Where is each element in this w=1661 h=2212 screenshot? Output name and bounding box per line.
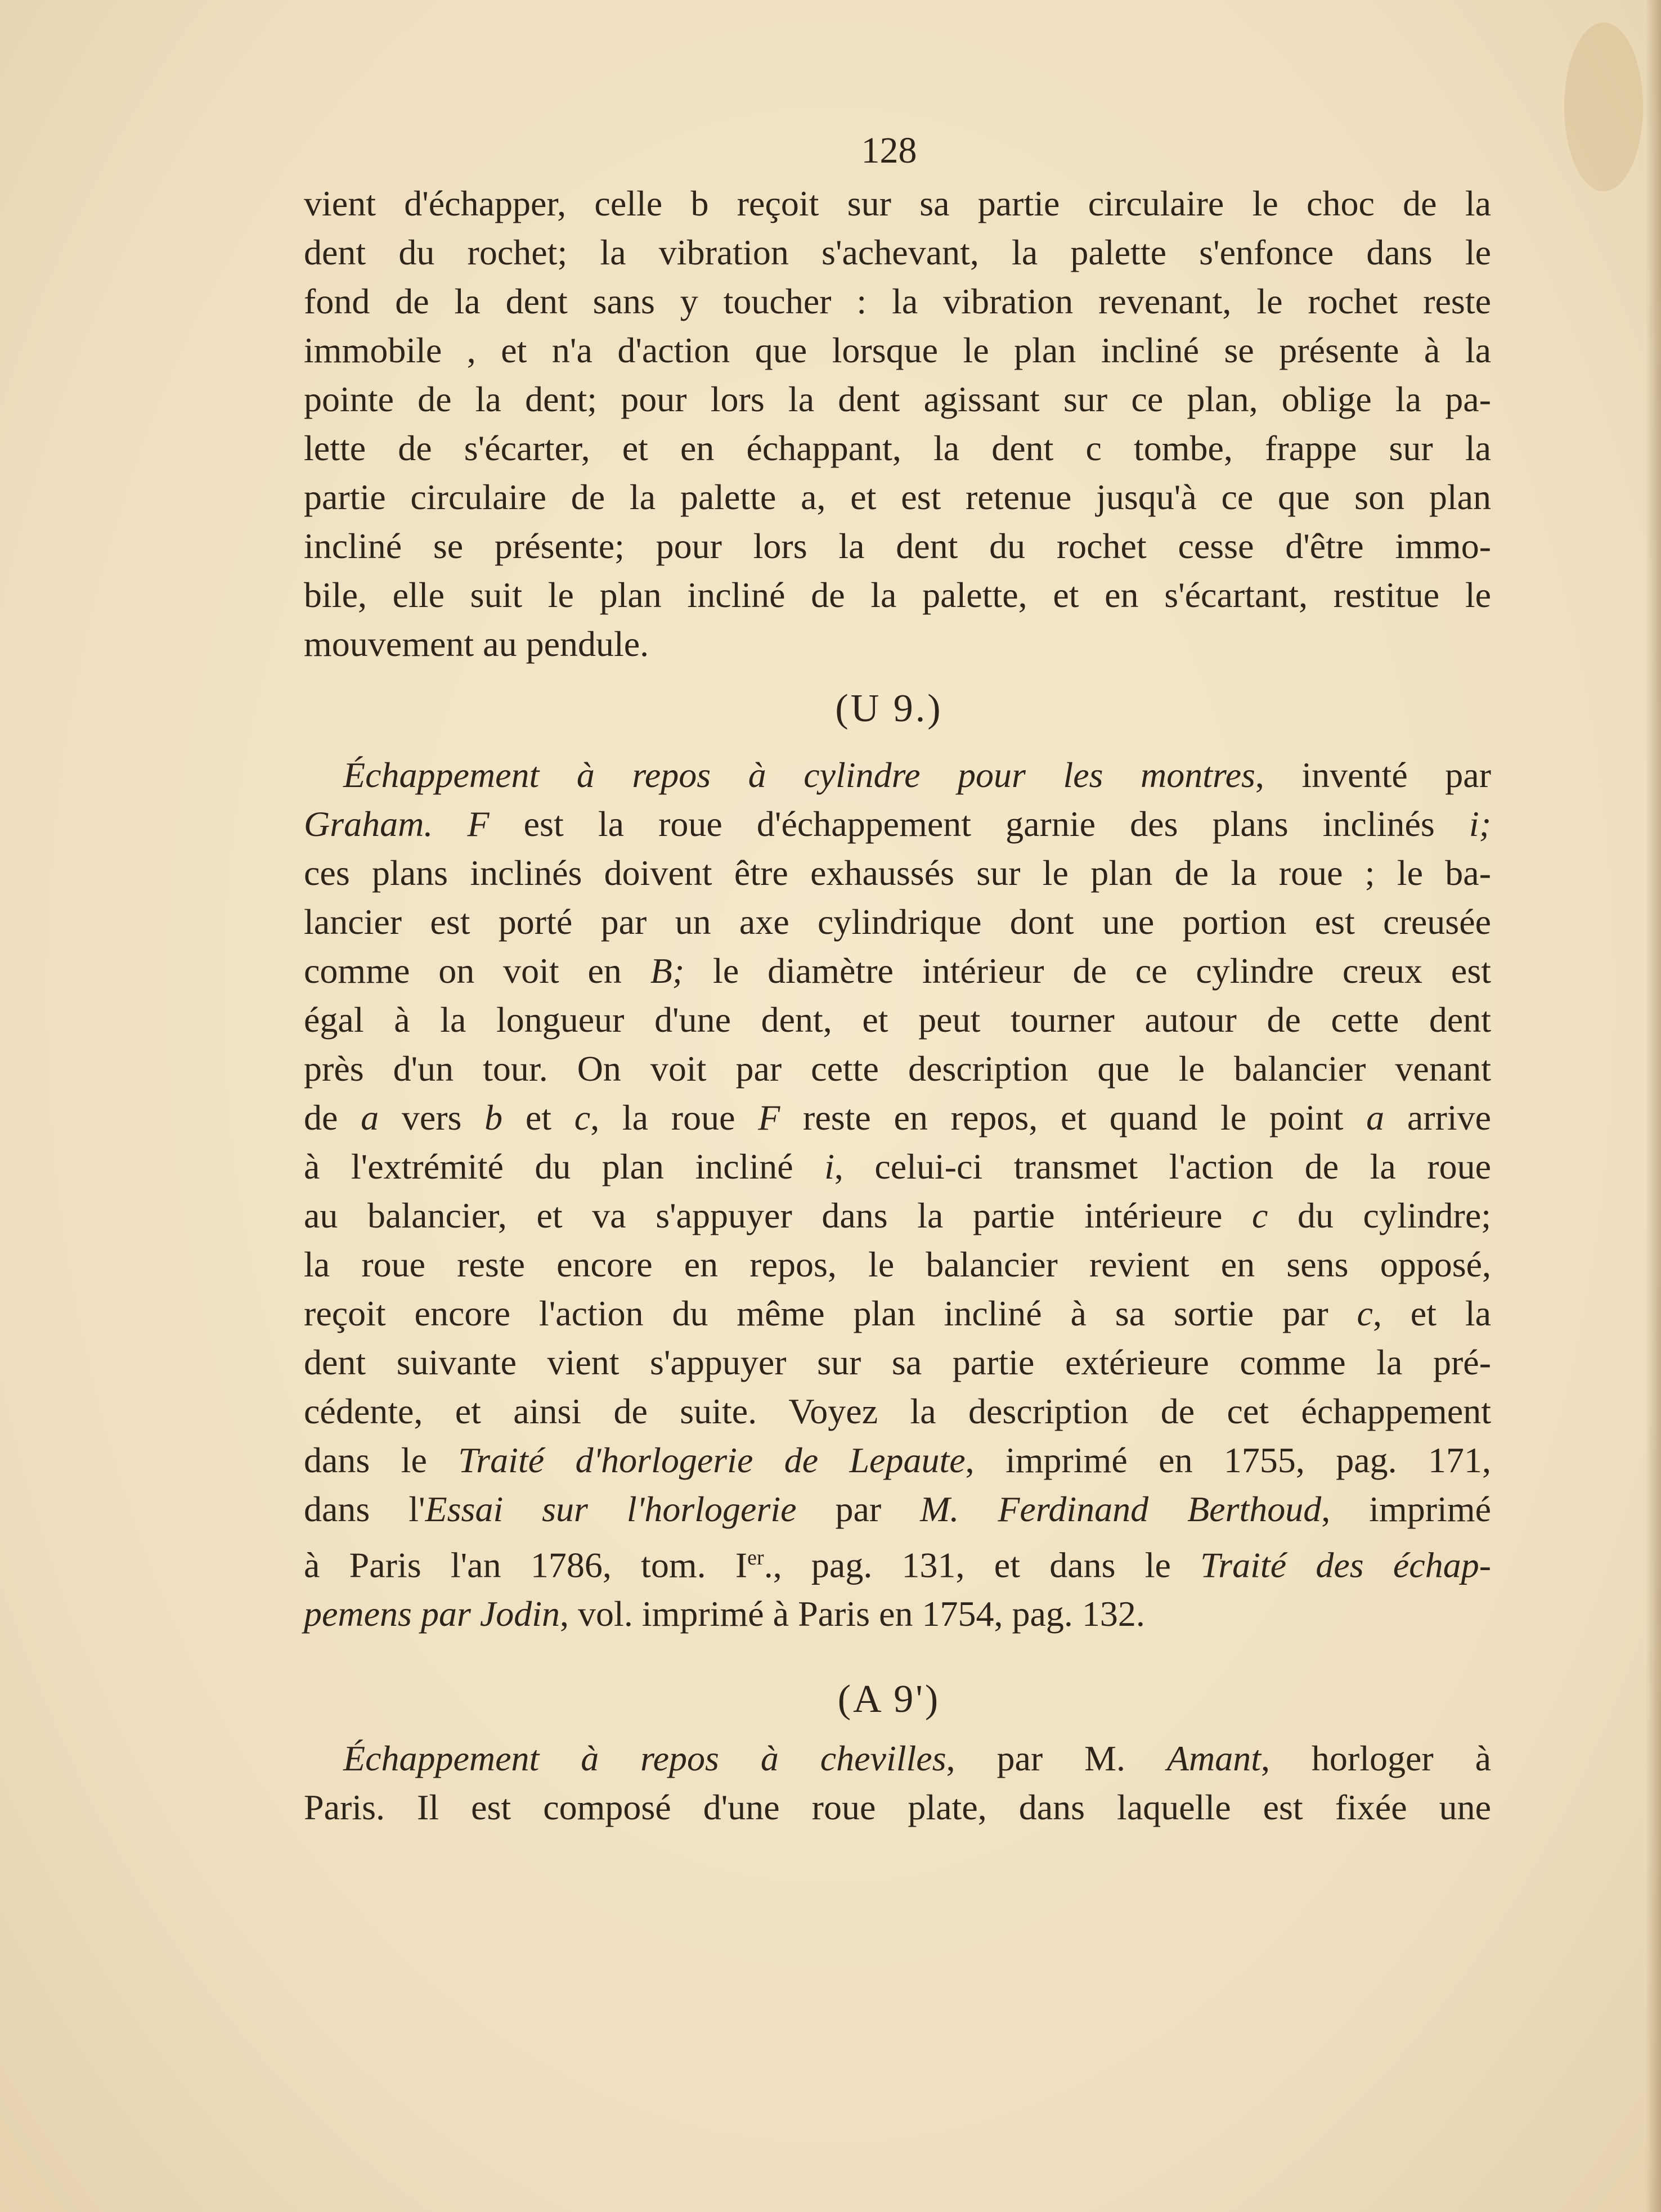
text-run: dans le	[304, 1440, 459, 1480]
italic-text: Traité des échap-	[1200, 1545, 1492, 1585]
italic-text: i;	[1469, 804, 1492, 844]
text-line: lancier est porté par un axe cylindrique dont une portion est creusée	[304, 902, 1491, 942]
text-run: vers	[379, 1098, 485, 1138]
paragraph-1	[304, 179, 1491, 668]
italic-text: c	[1357, 1293, 1373, 1333]
text-run: , imprimé en 1755, pag. 171,	[965, 1440, 1491, 1480]
text-line: lette de s'écarter, et en échappant, la dent c tombe, frappe sur la	[304, 428, 1491, 468]
italic-text: c	[1252, 1195, 1268, 1235]
text-line	[304, 1534, 1491, 1589]
text-run: arrive	[1384, 1098, 1492, 1138]
page-edge-shadow	[1645, 0, 1661, 2212]
text-run: au balancier, et va s'appuyer dans la partie intérieure	[304, 1195, 1252, 1235]
italic-text: a	[361, 1098, 379, 1138]
text-run: , horloger à	[1261, 1738, 1492, 1778]
paper-stain	[1564, 23, 1643, 191]
italic-text: Échappement à repos à chevilles	[343, 1738, 946, 1778]
italic-text: b	[484, 1098, 503, 1138]
text-line	[304, 1485, 1491, 1534]
italic-text: a	[1366, 1098, 1385, 1138]
italic-text: Traité d'horlogerie de Lepaute	[458, 1440, 966, 1480]
italic-text: Amant	[1166, 1738, 1262, 1778]
text-line	[304, 946, 1491, 995]
text-run: comme on voit en	[304, 951, 650, 991]
italic-text: Échappement à repos à cylindre pour les montres	[343, 755, 1255, 795]
text-run: dans l'	[304, 1489, 425, 1529]
text-line: immobile , et n'a d'action que lorsque le plan incliné se présente à la	[304, 330, 1491, 370]
italic-text: pemens par Jodin	[304, 1594, 560, 1634]
text-line: fond de la dent sans y toucher : la vibration revenant, le rochet reste	[304, 281, 1491, 321]
text-line	[304, 1589, 1491, 1638]
text-run: à l'extrémité du plan incliné	[304, 1147, 825, 1186]
text-run: reçoit encore l'action du même plan incliné à sa sortie par	[304, 1293, 1357, 1333]
text-line: Paris. Il est composé d'une roue plate, dans laquelle est fixée une	[304, 1787, 1491, 1827]
text-run: du cylindre;	[1268, 1195, 1492, 1235]
text-run: le diamètre intérieur de ce cylindre creux est	[684, 951, 1492, 991]
text-line	[304, 1289, 1491, 1338]
text-line: pointe de la dent; pour lors la dent agissant sur ce plan, oblige la pa-	[304, 379, 1491, 419]
text-line: ces plans inclinés doivent être exhaussés sur le plan de la roue ; le ba-	[304, 853, 1491, 893]
text-run: , la roue	[590, 1098, 758, 1138]
text-line: près d'un tour. On voit par cette description que le balancier venant	[304, 1049, 1491, 1089]
text-line: incliné se présente; pour lors la dent du rochet cesse d'être immo-	[304, 526, 1491, 566]
text-line	[304, 1093, 1491, 1142]
text-line: mouvement au pendule.	[304, 624, 649, 664]
superscript: er	[747, 1546, 764, 1570]
section-heading: (U 9.)	[835, 687, 943, 730]
section-heading: (A 9')	[837, 1678, 941, 1721]
text-run: , par M.	[946, 1738, 1167, 1778]
text-run: et	[502, 1098, 574, 1138]
italic-text: Graham. F	[304, 804, 490, 844]
paragraph-3	[304, 1734, 1491, 1832]
text-line	[304, 1436, 1491, 1485]
text-line: dent suivante vient s'appuyer sur sa partie extérieure comme la pré-	[304, 1342, 1491, 1382]
text-line: égal à la longueur d'une dent, et peut tourner autour de cette dent	[304, 1000, 1491, 1040]
text-line: dent du rochet; la vibration s'achevant, la palette s'enfonce dans le	[304, 232, 1491, 272]
text-run: , celui-ci transmet l'action de la roue	[834, 1147, 1492, 1186]
text-run: de	[304, 1098, 361, 1138]
text-line	[304, 750, 1491, 799]
text-run: par	[796, 1489, 921, 1529]
text-run: , imprimé	[1321, 1489, 1492, 1529]
text-run: , inventé par	[1255, 755, 1492, 795]
text-line: cédente, et ainsi de suite. Voyez la description de cet échappement	[304, 1391, 1491, 1431]
italic-text: c	[574, 1098, 591, 1138]
text-line	[304, 1734, 1491, 1783]
text-line: la roue reste encore en repos, le balancier revient en sens opposé,	[304, 1244, 1491, 1284]
text-line: bile, elle suit le plan incliné de la palette, et en s'écartant, restitue le	[304, 575, 1491, 615]
italic-text: Essai sur l'horlogerie	[425, 1489, 797, 1529]
italic-text: F	[758, 1098, 780, 1138]
italic-text: M. Ferdinand Berthoud	[920, 1489, 1322, 1529]
text-line	[304, 1191, 1491, 1240]
italic-text: B;	[650, 951, 685, 991]
text-line: vient d'échapper, celle b reçoit sur sa partie circulaire le choc de la	[304, 183, 1491, 223]
page-number: 128	[861, 130, 917, 171]
text-run: , vol. imprimé à Paris en 1754, pag. 132.	[560, 1594, 1145, 1634]
text-line: partie circulaire de la palette a, et est retenue jusqu'à ce que son plan	[304, 477, 1491, 517]
text-run: à Paris l'an 1786, tom. I	[304, 1545, 748, 1585]
text-line	[304, 799, 1491, 848]
text-run: reste en repos, et quand le point	[780, 1098, 1367, 1138]
italic-text: i	[824, 1147, 834, 1186]
text-run: est la roue d'échappement garnie des plans inclinés	[489, 804, 1469, 844]
text-run: , et la	[1372, 1293, 1491, 1333]
paragraph-2	[304, 750, 1491, 1638]
text-line	[304, 1142, 1491, 1191]
text-run: ., pag. 131, et dans le	[764, 1545, 1201, 1585]
